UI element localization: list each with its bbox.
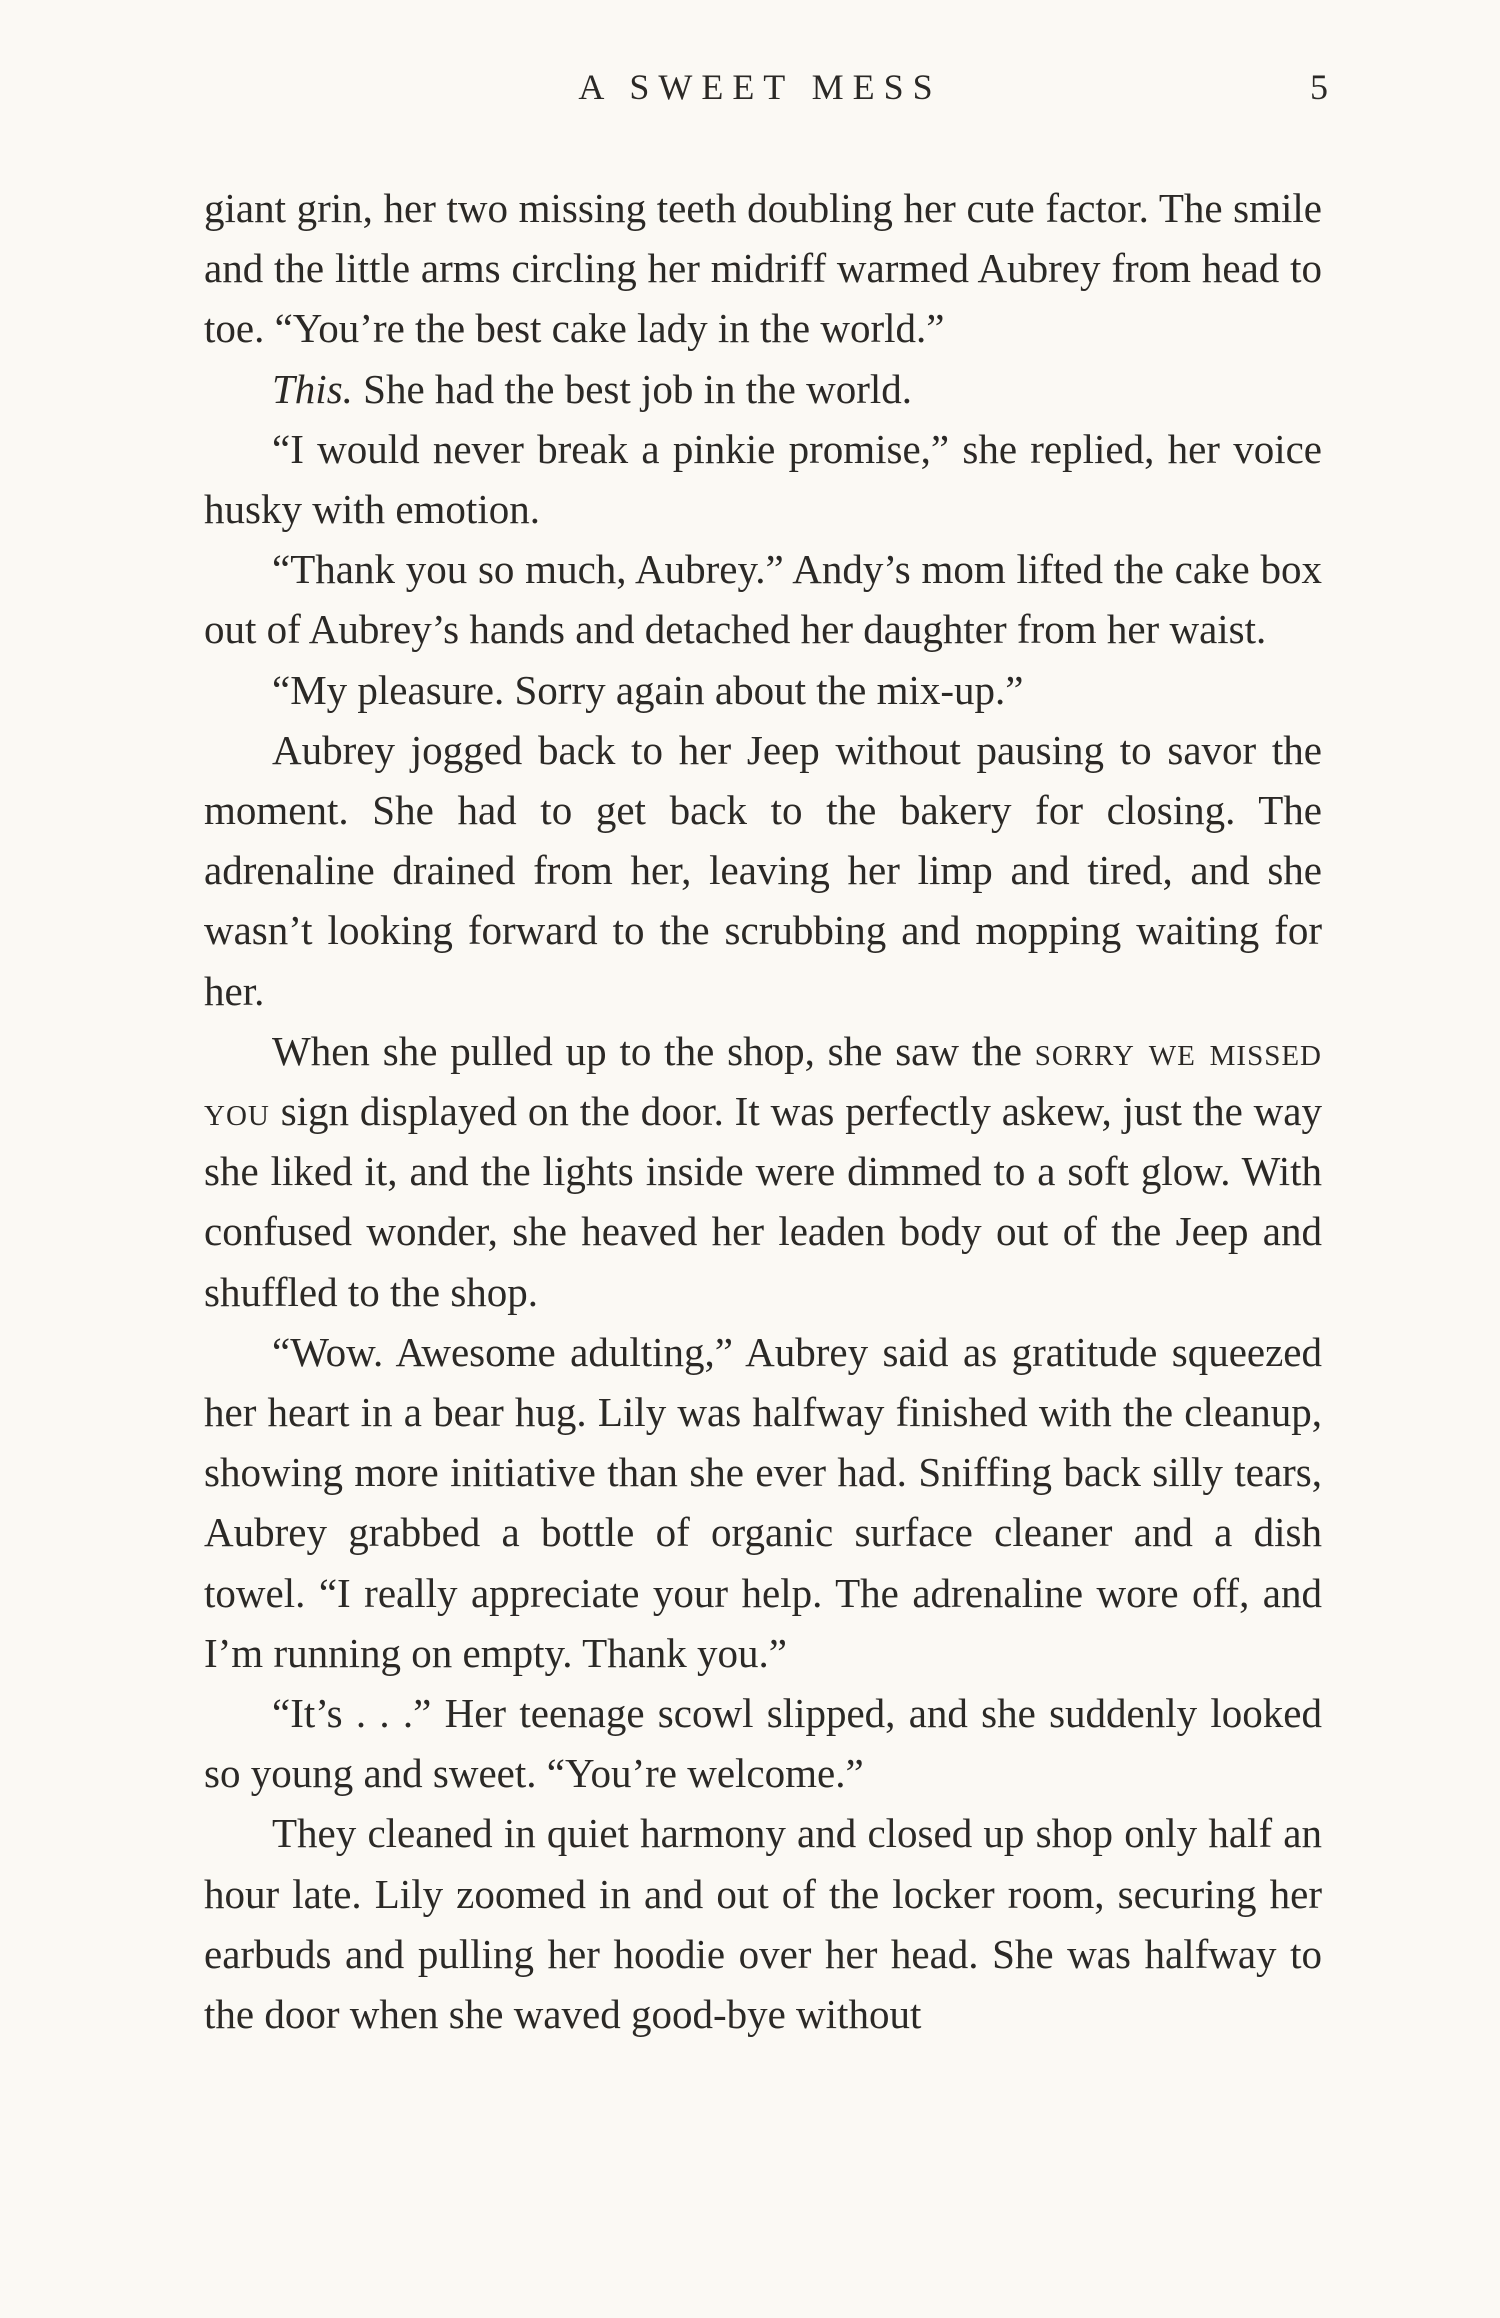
running-head [200, 66, 1328, 126]
paragraph: “Thank you so much, Aubrey.” Andy’s mom lifted the cake box out of Aubrey’s hands and detached her daughter from her waist. [204, 546, 1322, 653]
italic-emphasis: This. [272, 365, 353, 412]
paragraph: “My pleasure. Sorry again about the mix-up.” [272, 666, 1024, 713]
paragraph-text: She had the best job in the world. [352, 365, 913, 412]
paragraph: Aubrey jogged back to her Jeep without pausing to savor the moment. She had to get back to the bakery for closing. The adrenaline drained from her, leaving her limp and tired, and she wasn’t looking forward to the scrubbing and mopping waiting for her. [204, 726, 1322, 1014]
paragraph: “I would never break a pinkie promise,” she replied, her voice husky with emotion. [204, 425, 1322, 533]
paragraph: They cleaned in quiet harmony and closed up shop only half an hour late. Lily zoomed in and out of the locker room, securing her earbuds and pulling her hoodie over her head. She was halfway to the door when she waved good-bye without [204, 1810, 1322, 2038]
paragraph-text: When she pulled up to the shop, she saw the [272, 1027, 1035, 1074]
page-number: 5 [1310, 67, 1328, 107]
sign-text: sorry we missed you [204, 1027, 1322, 1135]
paragraph-text: sign displayed on the door. It was perfectly askew, just the way she liked it, and the lights inside were dimmed to a soft glow. With confused wonder, she heaved her leaden body out of the Jeep and shuffled to the shop. [204, 1088, 1322, 1315]
paragraph: “Wow. Awesome adulting,” Aubrey said as gratitude squeezed her heart in a bear hug. Lily was halfway finished with the cleanup, showing more initiative than she ever had. Sniffing back silly tears, Aubrey grabbed a bottle of organic surface cleaner and a dish towel. “I really appreciate your help. The adrenaline wore off, and I’m running on empty. Thank you.” [204, 1328, 1322, 1676]
paragraph: “It’s . . .” Her teenage scowl slipped, and she suddenly looked so young and sweet. “You’re welcome.” [204, 1690, 1322, 1797]
paragraph [204, 1021, 1322, 1322]
body-text [204, 178, 1322, 2044]
paragraph [204, 359, 1322, 419]
running-title: A SWEET MESS [578, 67, 942, 107]
paragraph: giant grin, her two missing teeth doubling her cute factor. The smile and the little arms circling her midriff warmed Aubrey from head to toe. “You’re the best cake lady in the world.” [204, 185, 1322, 352]
